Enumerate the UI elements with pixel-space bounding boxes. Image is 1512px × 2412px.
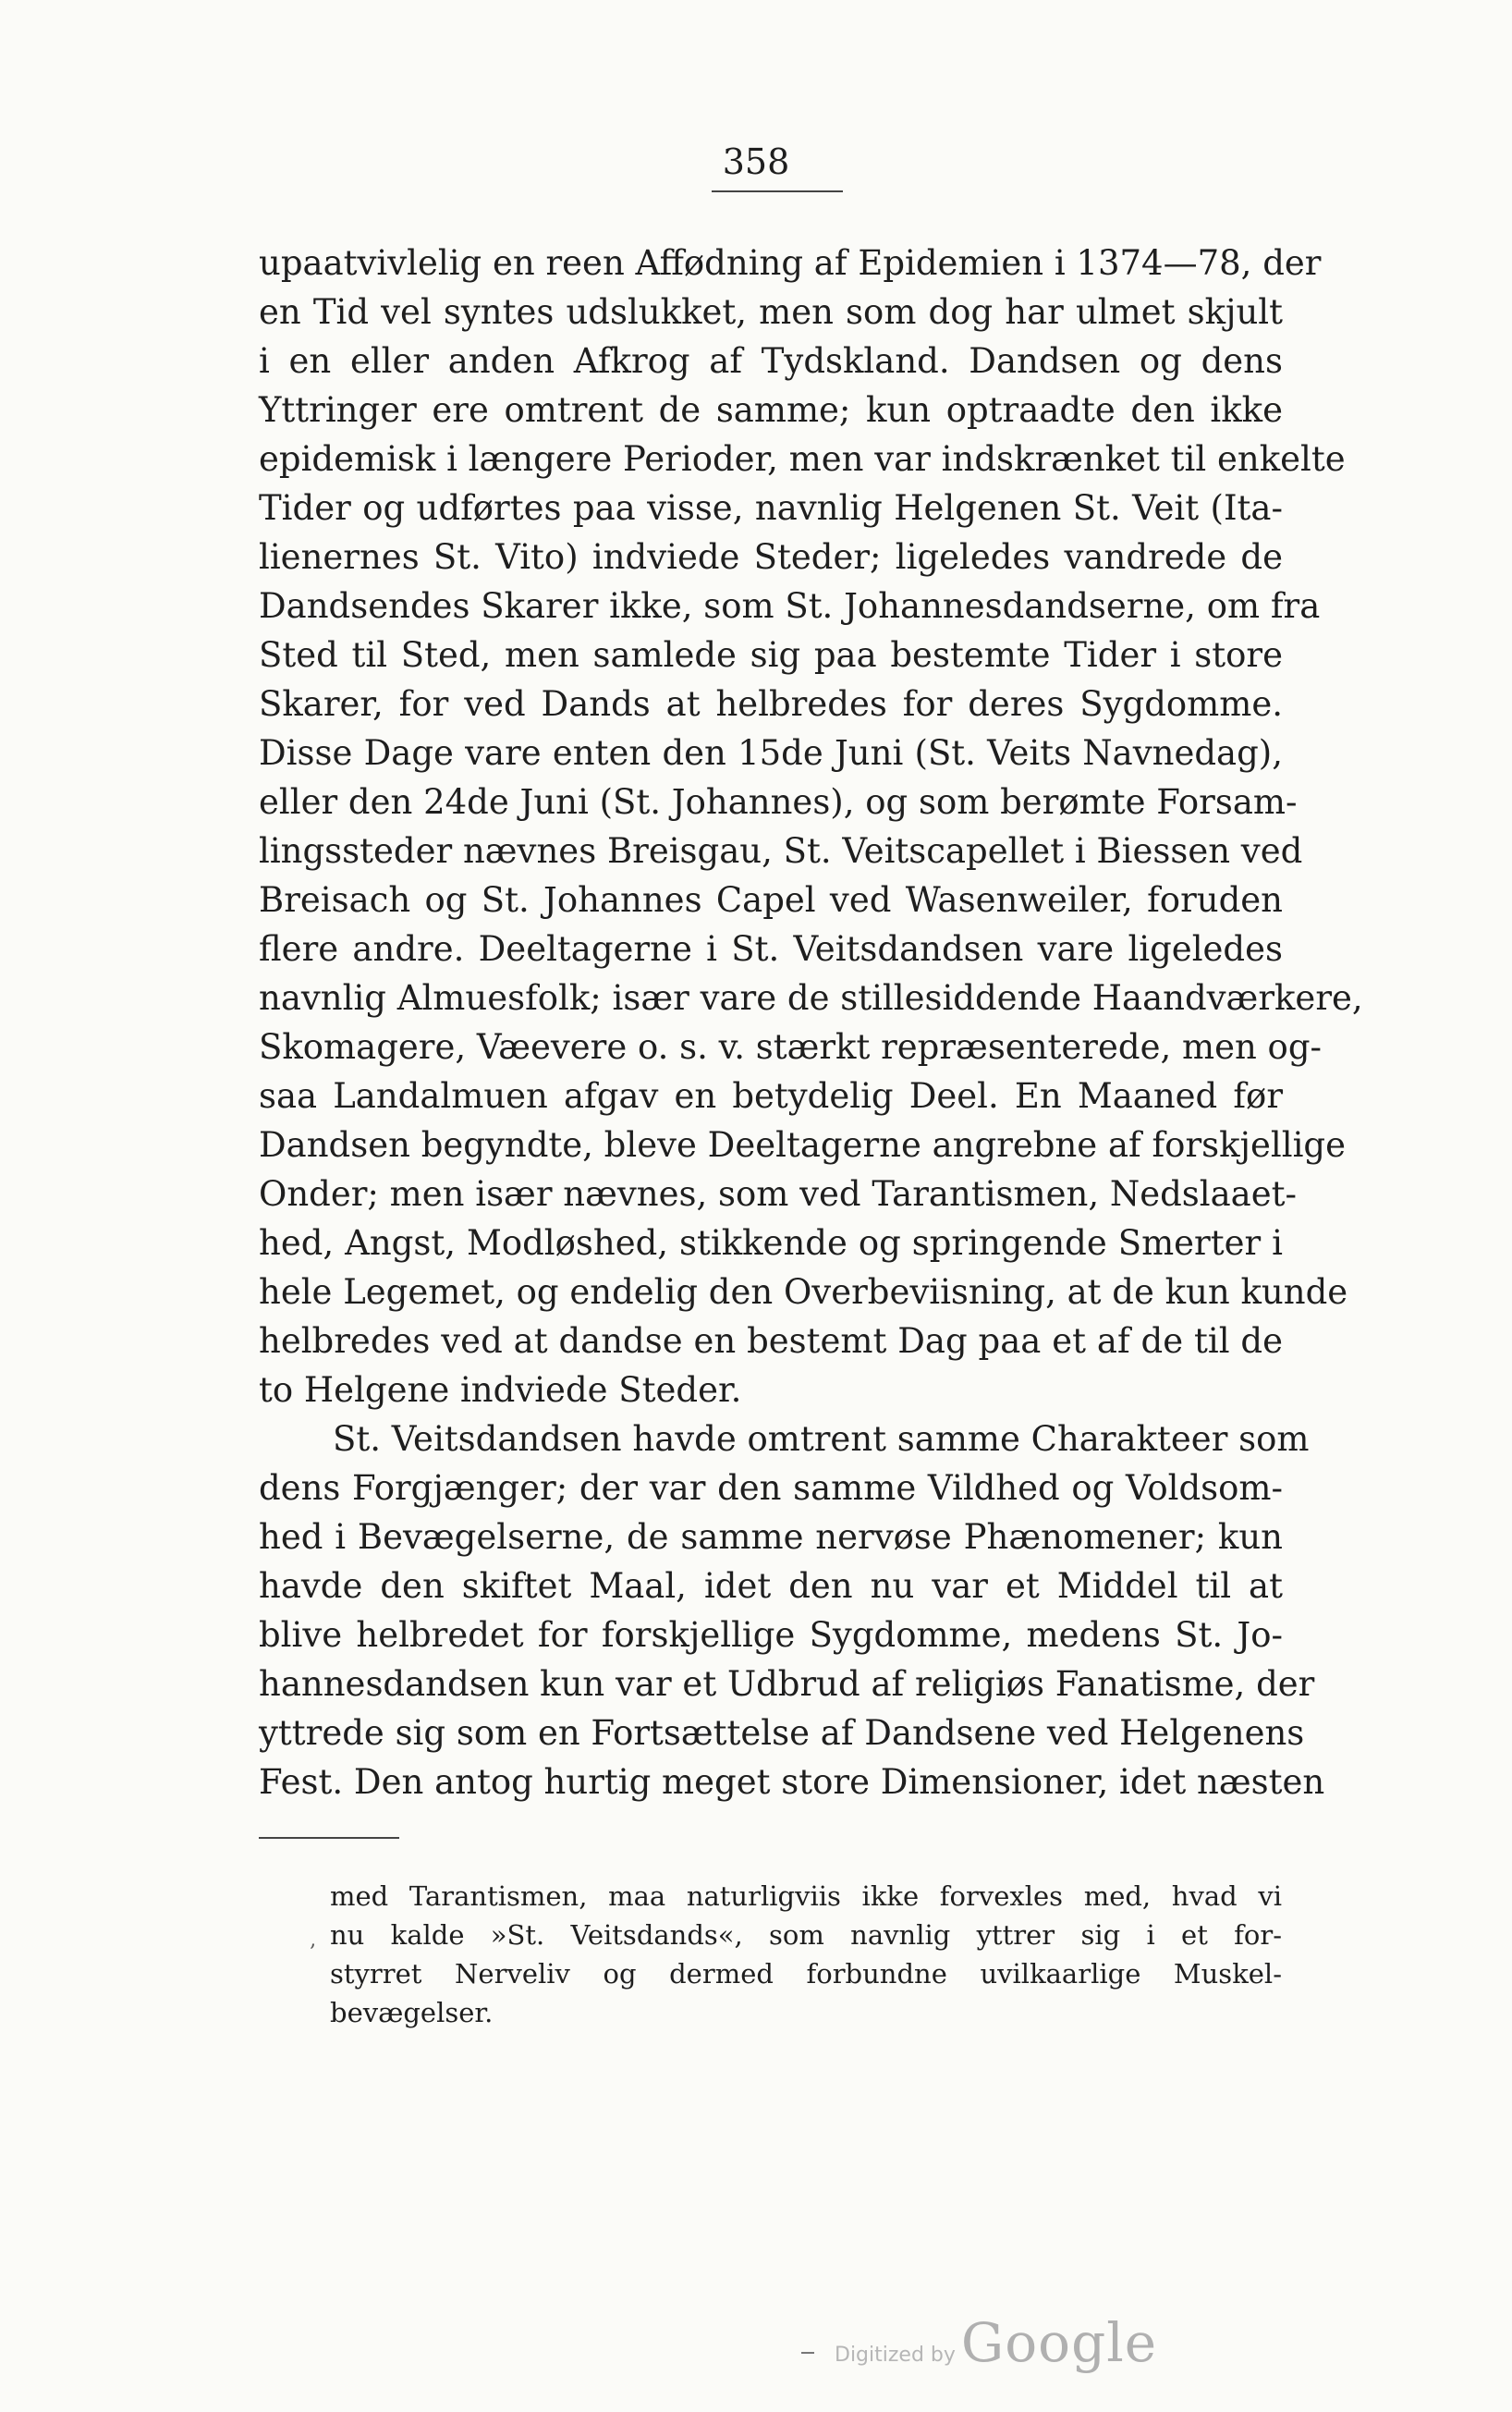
text-line: en Tid vel syntes udslukket, men som dog har ulmet skjult bbox=[259, 292, 1283, 332]
text-line: hannesdandsen kun var et Udbrud af religiøs Fanatisme, der bbox=[259, 1664, 1315, 1704]
text-line: lienernes St. Vito) indviede Steder; ligeledes vandrede de bbox=[259, 537, 1283, 577]
footnote-line: bevægelser. bbox=[330, 1997, 494, 2028]
watermark-dash bbox=[801, 2352, 814, 2354]
text-line: flere andre. Deeltagerne i St. Veitsdandsen vare ligeledes bbox=[259, 929, 1283, 969]
footnote-rule bbox=[259, 1837, 399, 1839]
text-line: Yttringer ere omtrent de samme; kun optraadte den ikke bbox=[259, 390, 1283, 430]
text-line: Dandsen begyndte, bleve Deeltagerne angrebne af forskjellige bbox=[259, 1125, 1346, 1165]
footnote-line: nu kalde »St. Veitsdands«, som navnlig yttrer sig i et for- bbox=[330, 1919, 1282, 1951]
text-line: hele Legemet, og endelig den Overbeviisning, at de kun kunde bbox=[259, 1272, 1348, 1312]
text-line: hed i Bevægelserne, de samme nervøse Phænomener; kun bbox=[259, 1517, 1283, 1557]
text-line: Breisach og St. Johannes Capel ved Wasenweiler, foruden bbox=[259, 880, 1283, 920]
text-line: Tider og udførtes paa visse, navnlig Helgenen St. Veit (Ita- bbox=[259, 488, 1283, 528]
text-line: helbredes ved at dandse en bestemt Dag paa et af de til de bbox=[259, 1321, 1283, 1361]
text-line: blive helbredet for forskjellige Sygdomme, medens St. Jo- bbox=[259, 1615, 1283, 1655]
text-line: St. Veitsdandsen havde omtrent samme Charakteer som bbox=[333, 1419, 1310, 1459]
text-line: upaatvivlelig en reen Affødning af Epidemien i 1374—78, der bbox=[259, 243, 1322, 283]
text-line: lingssteder nævnes Breisgau, St. Veitscapellet i Biessen ved bbox=[259, 831, 1303, 871]
text-line: saa Landalmuen afgav en betydelig Deel. En Maaned før bbox=[259, 1076, 1283, 1116]
text-line: Fest. Den antog hurtig meget store Dimensioner, idet næsten bbox=[259, 1762, 1325, 1802]
text-line: Skomagere, Væevere o. s. v. stærkt repræsenterede, men og- bbox=[259, 1027, 1323, 1067]
text-line: epidemisk i længere Perioder, men var indskrænket til enkelte bbox=[259, 439, 1346, 479]
text-line: navnlig Almuesfolk; især vare de stillesiddende Haandværkere, bbox=[259, 978, 1363, 1018]
text-line: dens Forgjænger; der var den samme Vildhed og Voldsom- bbox=[259, 1468, 1283, 1508]
page-number-rule bbox=[712, 190, 843, 192]
footnote-mark: ‚ bbox=[310, 1928, 316, 1952]
text-line: hed, Angst, Modløshed, stikkende og springende Smerter i bbox=[259, 1223, 1283, 1263]
text-line: i en eller anden Afkrog af Tydskland. Dandsen og dens bbox=[259, 341, 1283, 381]
text-line: Skarer, for ved Dands at helbredes for deres Sygdomme. bbox=[259, 684, 1283, 724]
text-line: yttrede sig som en Fortsættelse af Dandsene ved Helgenens bbox=[259, 1713, 1305, 1753]
footnote-line: styrret Nerveliv og dermed forbundne uvilkaarlige Muskel- bbox=[330, 1958, 1282, 1990]
text-line: eller den 24de Juni (St. Johannes), og som berømte Forsam- bbox=[259, 782, 1298, 822]
footnote-line: med Tarantismen, maa naturligviis ikke forvexles med, hvad vi bbox=[330, 1880, 1282, 1912]
footnote bbox=[330, 1877, 1282, 2032]
watermark-prefix: Digitized by bbox=[835, 2344, 956, 2367]
text-line: havde den skiftet Maal, idet den nu var et Middel til at bbox=[259, 1566, 1283, 1606]
text-line: Disse Dage vare enten den 15de Juni (St. Veits Navnedag), bbox=[259, 733, 1283, 773]
text-line: Onder; men især nævnes, som ved Tarantismen, Nedslaaet- bbox=[259, 1174, 1298, 1214]
digitized-by-watermark bbox=[835, 2311, 1157, 2374]
text-line: to Helgene indviede Steder. bbox=[259, 1370, 742, 1410]
text-line: Dandsendes Skarer ikke, som St. Johannesdandserne, om fra bbox=[259, 586, 1321, 626]
body-text bbox=[259, 239, 1363, 1806]
text-line: Sted til Sted, men samlede sig paa bestemte Tider i store bbox=[259, 635, 1283, 675]
page-number: 358 bbox=[722, 141, 790, 182]
google-logo: Google bbox=[960, 2311, 1158, 2374]
